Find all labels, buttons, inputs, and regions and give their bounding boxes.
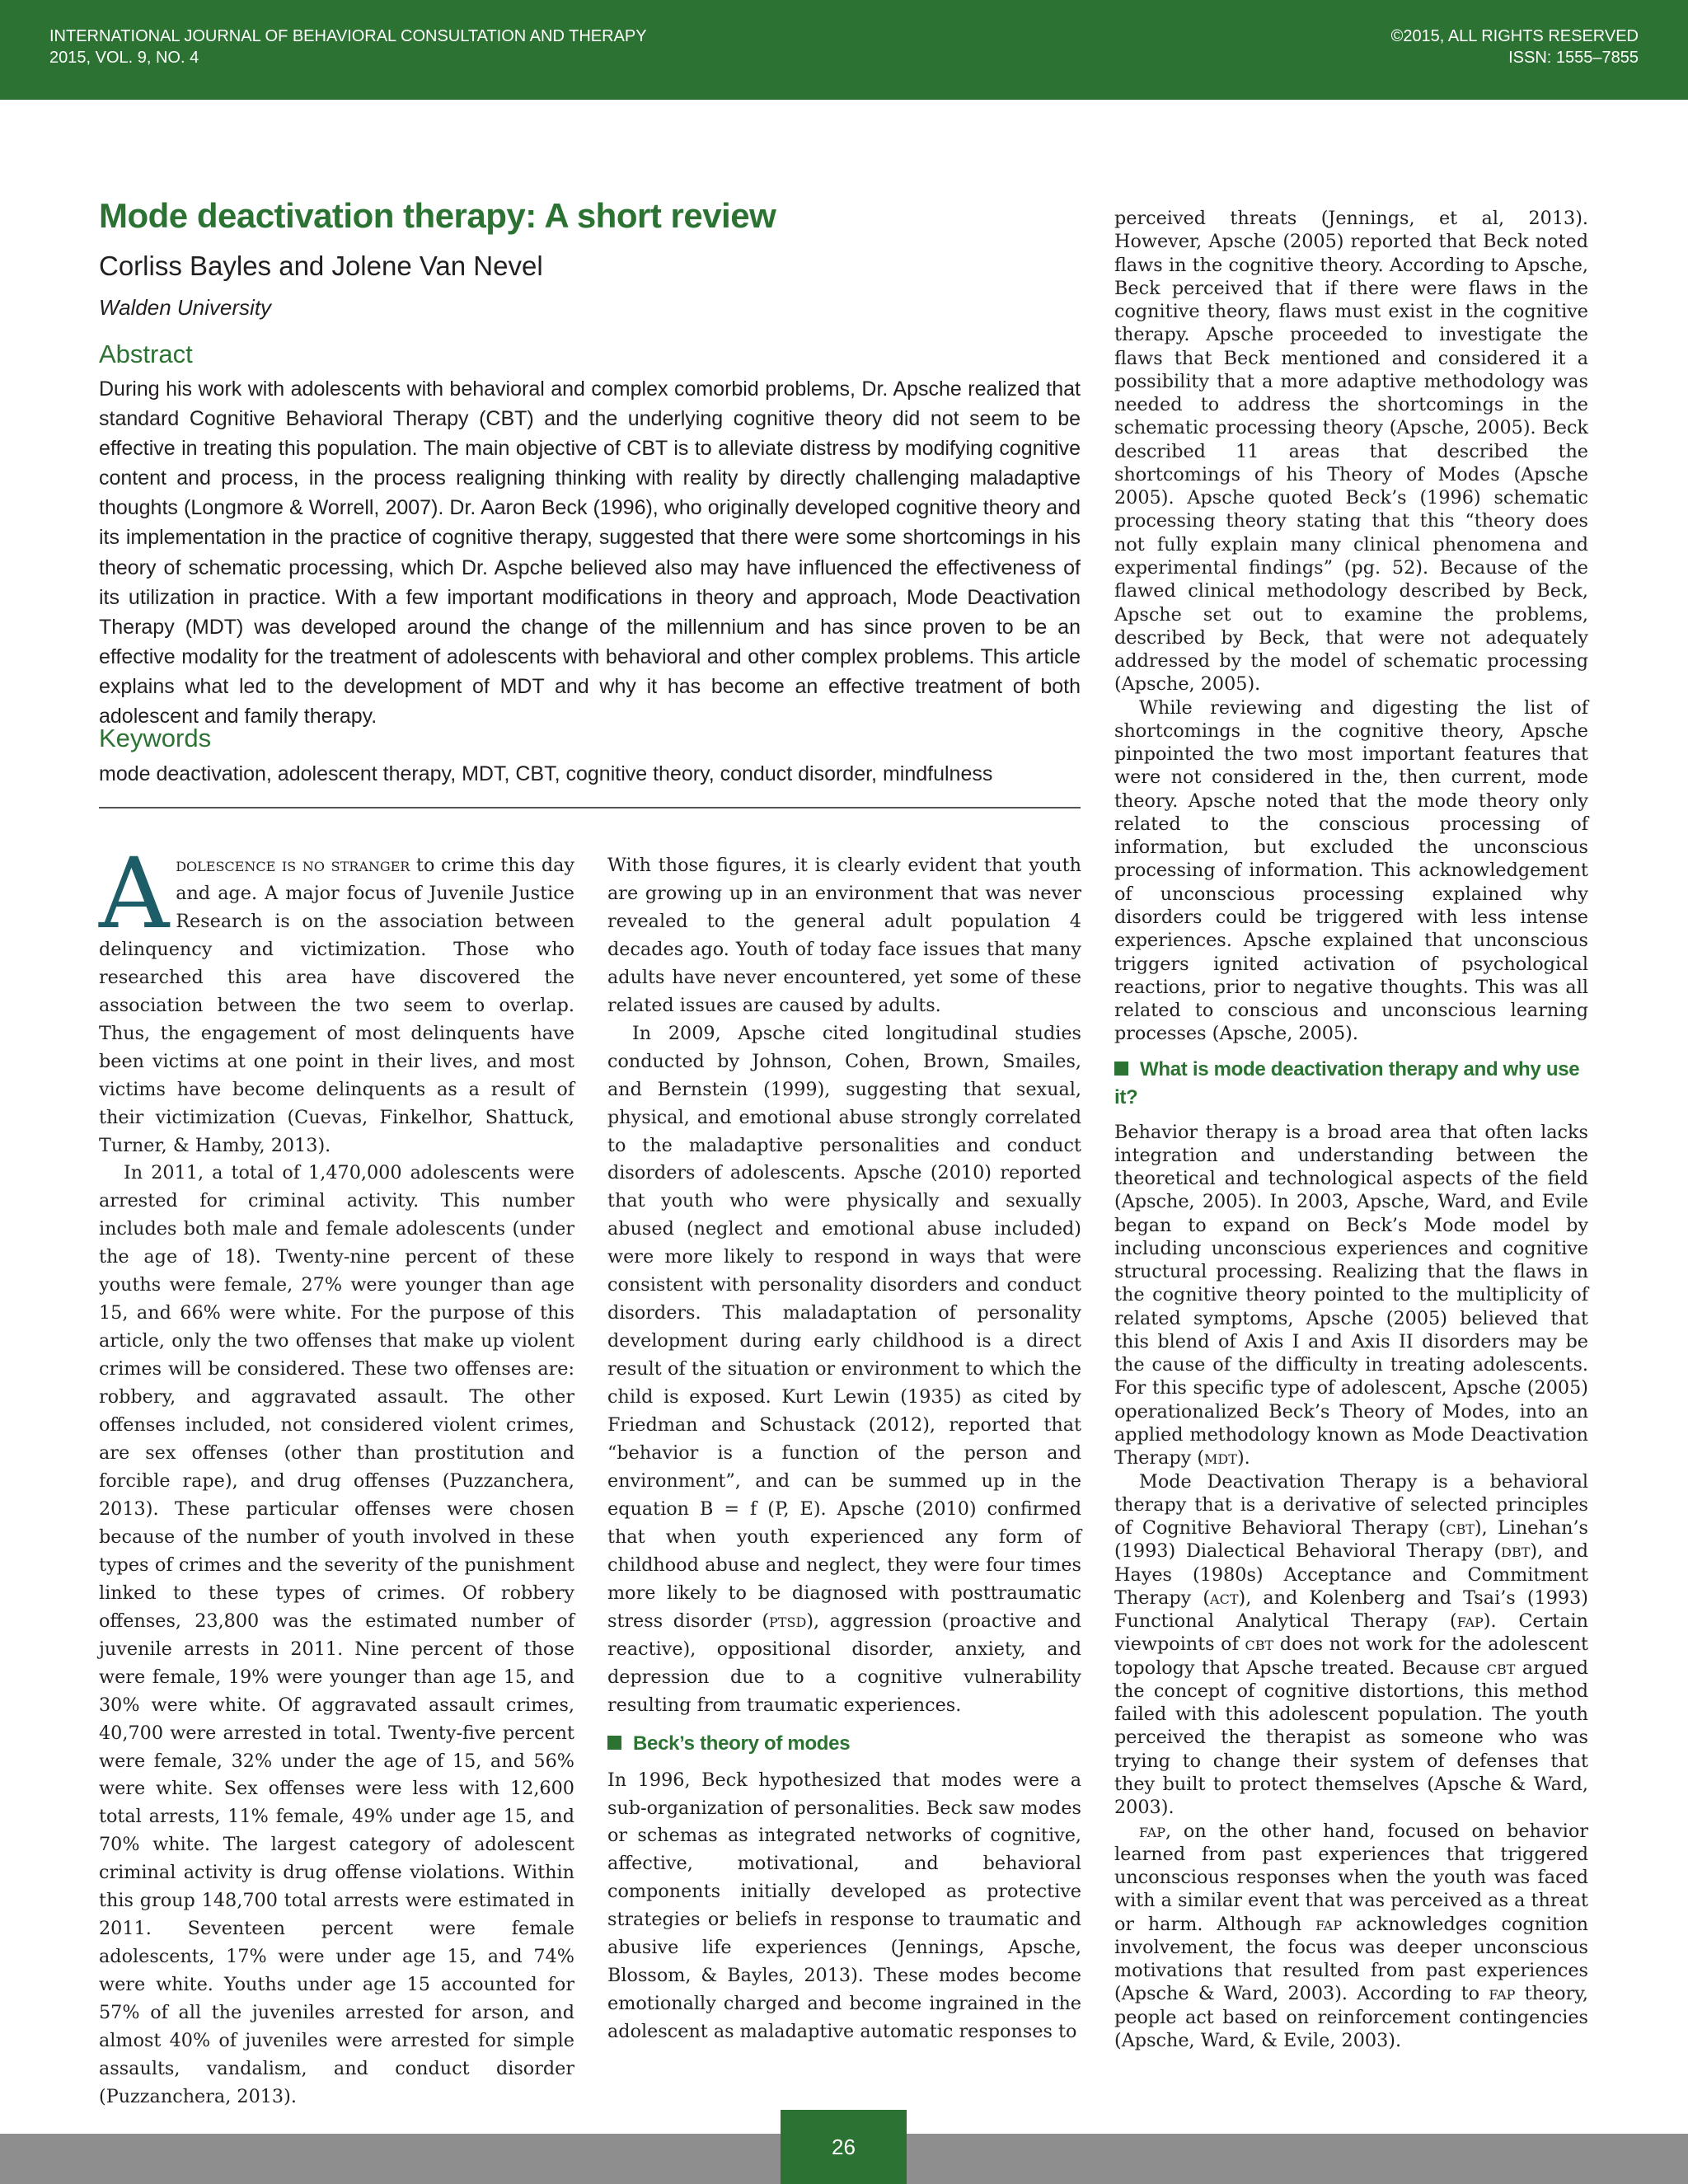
lead-in-small-caps: dolescence is no stranger	[176, 855, 410, 876]
journal-name: INTERNATIONAL JOURNAL OF BEHAVIORAL CONSULTATION AND THERAPY	[49, 27, 647, 45]
section-heading-text: Beck’s theory of modes	[633, 1732, 851, 1755]
body-paragraph: While reviewing and digesting the list of shortcomings in the cognitive theory, Apsche pinpointed the two most important features that were not considered in the, then current, mode theory. Apsche noted that the mode theory only related to the conscious processing of information, but excluded the unconscious processing of information. This acknowledgement of unconscious processing explained why disorders could be triggered with less intense experiences. Apsche explained that unconscious triggers ignited activation of psychological reactions, prior to negative thoughts. This was all related to conscious and unconscious learning processes (Apsche, 2005).	[1114, 696, 1588, 1045]
body-column-2	[607, 852, 1081, 2046]
body-paragraph: Mode Deactivation Therapy is a behavioral therapy that is a derivative of selected principles of Cognitive Behavioral Therapy (cbt), Linehan’s (1993) Dialectical Behavioral Therapy (dbt), and Hayes (1980s) Acceptance and Commitment Therapy (act), and Kolenberg and Tsai’s (1993) Functional Analytical Therapy (fap). Certain viewpoints of cbt does not work for the adolescent topology that Apsche treated. Because cbt argued the concept of cognitive distortions, this method failed with this adolescent population. The youth perceived the therapist as someone who was trying to change their system of defenses that they built to protect themselves (Apsche & Ward, 2003).	[1114, 1470, 1588, 1819]
section-divider	[99, 807, 1081, 808]
authors: Corliss Bayles and Jolene Van Nevel	[99, 251, 543, 281]
acronym: fap	[1456, 1610, 1484, 1633]
keywords-heading: Keywords	[99, 724, 212, 752]
body-paragraph: In 2009, Apsche cited longitudinal studies conducted by Johnson, Cohen, Brown, Smailes, and Bernstein (1999), suggesting that sexual, physical, and emotional abuse strongly correlated to the maladaptive personalities and conduct disorders of adolescents. Apsche (2010) reported that youth who were physically and sexually abused (neglect and emotional abuse included) were more likely to respond in ways that were consistent with personality disorders and conduct disorders. This maladaptation of personality development during early childhood is a direct result of the situation or environment to which the child is exposed. Kurt Lewin (1935) as cited by Friedman and Schustack (2012), reported that “behavior is a function of the person and environment”, and can be summed up in the equation B = f (P, E). Apsche (2010) confirmed that when youth experienced any form of childhood abuse and neglect, they were four times more likely to be diagnosed with posttraumatic stress disorder (ptsd), aggression (proactive and reactive), oppositional disorder, anxiety, and depression due to a cognitive vulnerability resulting from traumatic experiences.	[607, 1022, 1081, 1716]
section-heading-text: What is mode deactivation therapy and why use it?	[1114, 1057, 1580, 1108]
acronym: mdt	[1204, 1447, 1237, 1469]
body-paragraph: In 2011, a total of 1,470,000 adolescents were arrested for criminal activity. This number includes both male and female adolescents (under the age of 18). Twenty-nine percent of these youths were female, 27% were younger than age 15, and 66% were white. For the purpose of this article, only the two offenses that make up violent crimes will be considered. These two offenses are: robbery, and aggravated assault. The other offenses included, not considered violent crimes, are sex offenses (other than prostitution and forcible rape), and drug offenses (Puzzanchera, 2013). These particular offenses were chosen because of the number of youth involved in these types of crimes and the severity of the punishment linked to these types of crimes. Of robbery offenses, 23,800 was the estimated number of juvenile arrests in 2011. Nine percent of those were female, 19% were younger than age 15, and 30% were white. Of aggravated assault crimes, 40,700 were arrested in total. Twenty-five percent were female, 32% under the age of 15, and 56% were white. Sex offenses were less with 12,600 total arrests, 11% female, 49% under age 15, and 70% white. The largest category of adolescent criminal activity is drug offense violations. Within this group 148,700 total arrests were estimated in 2011. Seventeen percent were female adolescents, 17% were under age 15, and 74% were white. Youths under age 15 accounted for 57% of all the juveniles arrested for arson, and almost 40% of juveniles were arrested for simple assaults, vandalism, and conduct disorder (Puzzanchera, 2013).	[99, 1162, 574, 2107]
section-bullet-square	[1114, 1062, 1128, 1076]
section-heading	[1114, 1056, 1588, 1112]
body-paragraph: Behavior therapy is a broad area that often lacks integration and understanding between the theoretical and technological aspects of the field (Apsche, 2005). In 2003, Apsche, Ward, and Evile began to expand on Beck’s Mode model by including unconscious experiences and cognitive structural processing. Realizing that the flaws in the cognitive theory pointed to the multiplicity of related symptoms, Apsche (2005) believed that this blend of Axis I and Axis II disorders may be the cause of the difficulty in treating adolescents. For this specific type of adolescent, Apsche (2005) operationalized Beck’s Theory of Modes, into an applied methodology known as Mode Deactivation Therapy (mdt).	[1114, 1121, 1588, 1469]
journal-volume: 2015, VOL. 9, NO. 4	[49, 49, 199, 67]
page-number: 26	[781, 2110, 907, 2184]
affiliation: Walden University	[99, 295, 272, 320]
acronym: act	[1210, 1586, 1239, 1609]
issn: ISSN: 1555–7855	[1508, 49, 1639, 67]
drop-cap: A	[99, 837, 170, 950]
acronym: fap	[1139, 1820, 1166, 1842]
body-paragraph-continued: perceived threats (Jennings, et al, 2013). However, Apsche (2005) reported that Beck noted flaws in the cognitive theory. According to Apsche, Beck perceived that if there were flaws in the cognitive theory, flaws must exist in the cognitive therapy. Apsche proceeded to investigate the flaws that Beck mentioned and considered it a possibility that a more adaptive methodology was needed to address the shortcomings in the schematic processing theory (Apsche, 2005). Beck described 11 areas that described the shortcomings of his Theory of Modes (Apsche 2005). Apsche quoted Beck’s (1996) schematic processing theory stating that this “theory does not fully explain many clinical phenomena and experimental findings” (pg. 52). Because of the flawed clinical methodology described by Beck, Apsche set out to examine the problems, described by Beck, that were not adequately addressed by the model of schematic processing (Apsche, 2005).	[1114, 208, 1588, 696]
body-paragraph-continued: With those figures, it is clearly evident that youth are growing up in an environment that was never revealed to the general adult population 4 decades ago. Youth of today face issues that many adults have never encountered, yet some of these related issues are caused by adults.	[607, 855, 1081, 1016]
abstract-heading: Abstract	[99, 340, 193, 368]
acronym: dbt	[1501, 1540, 1531, 1563]
header-right	[1391, 26, 1639, 68]
abstract-text: During his work with adolescents with behavioral and complex comorbid problems, Dr. Apsche realized that standard Cognitive Behavioral Therapy (CBT) and the underlying cognitive theory did not seem to be effective in treating this population. The main objective of CBT is to alleviate distress by modifying cognitive content and process, in the process realigning thinking with reality by directly challenging maladaptive thoughts (Longmore & Worrell, 2007). Dr. Aaron Beck (1996), who originally developed cognitive theory and its implementation in the practice of cognitive therapy, suggested that there were some shortcomings in his theory of schematic processing, which Dr. Aspche believed also may have influenced the effectiveness of its utilization in practice. With a few important modifications in theory and approach, Mode Deactivation Therapy (MDT) was developed around the change of the millennium and has since proven to be an effective modality for the treatment of adolescents with behavioral and other complex problems. This article explains what led to the development of MDT and why it has become an effective treatment of both adolescent and family therapy.	[99, 377, 1081, 729]
acronym: ptsd	[769, 1610, 807, 1632]
body-paragraph-intro	[99, 837, 574, 1160]
body-column-3	[1114, 207, 1588, 2052]
article-title: Mode deactivation therapy: A short review	[99, 196, 776, 235]
journal-header	[0, 0, 1688, 100]
body-paragraph: In 1996, Beck hypothesized that modes were a sub-organization of personalities. Beck saw modes or schemas as integrated networks of cognitive, affective, motivational, and behavioral components initially developed as protective strategies or beliefs in response to traumatic and abusive life experiences (Jennings, Apsche, Blossom, & Bayles, 2013). These modes become emotionally charged and become ingrained in the adolescent as maladaptive automatic responses to	[607, 1769, 1081, 2043]
acronym: fap	[1315, 1913, 1343, 1935]
copyright: ©2015, ALL RIGHTS RESERVED	[1390, 27, 1639, 45]
acronym: fap	[1489, 1983, 1516, 2005]
acronym: cbt	[1486, 1657, 1516, 1679]
keywords-text: mode deactivation, adolescent therapy, MDT, CBT, cognitive theory, conduct disorder, mindfulness	[99, 762, 993, 785]
body-paragraph: fap, on the other hand, focused on behavior learned from past experiences that triggered unconscious responses when the youth was faced with a similar event that was perceived as a threat or harm. Although fap acknowledges cognition involvement, the focus was deeper unconscious motivations that resulted from past experiences (Apsche & Ward, 2003). According to fap theory, people act based on reinforcement contingencies (Apsche, Ward, & Evile, 2003).	[1114, 1820, 1589, 2051]
intro-text: to crime this day and age. A major focus of Juvenile Justice Research is on the association between delinquency and victimization. Those who researched this area have discovered the association between the two seem to overlap. Thus, the engagement of most delinquents have been victims at one point in their lives, and most victims have become delinquents as a result of their victimization (Cuevas, Finkelhor, Shattuck, Turner, & Hamby, 2013).	[99, 855, 574, 1156]
acronym: cbt	[1446, 1517, 1475, 1540]
header-left	[49, 26, 647, 68]
acronym: cbt	[1245, 1633, 1274, 1656]
body-column-1	[99, 837, 574, 2111]
section-bullet-square	[607, 1736, 621, 1750]
section-heading	[607, 1730, 1081, 1758]
